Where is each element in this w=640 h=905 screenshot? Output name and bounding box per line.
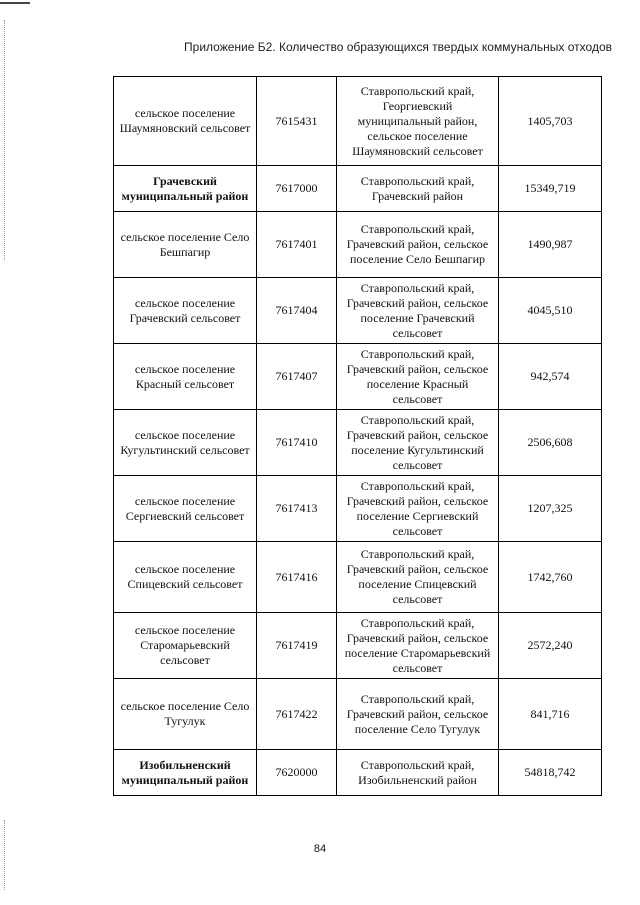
location-cell: Ставропольский край, Грачевский район, сельское поселение Сергиевский сельсовет	[337, 476, 499, 542]
value-cell: 1742,760	[499, 542, 602, 613]
location-cell: Ставропольский край, Грачевский район, сельское поселение Старомарьевский сельсовет	[337, 613, 499, 679]
code-cell: 7617419	[257, 613, 337, 679]
value-cell: 4045,510	[499, 278, 602, 344]
value-cell: 1405,703	[499, 77, 602, 166]
table-row	[114, 278, 602, 344]
value-cell: 1207,325	[499, 476, 602, 542]
location-cell: Ставропольский край, Грачевский район, сельское поселение Спицевский сельсовет	[337, 542, 499, 613]
scan-edge-mark	[0, 2, 30, 4]
code-cell: 7617401	[257, 212, 337, 278]
code-cell: 7617410	[257, 410, 337, 476]
name-cell: сельское поселение Грачевский сельсовет	[114, 278, 257, 344]
code-cell: 7620000	[257, 750, 337, 796]
name-cell: сельское поселение Старомарьевский сельсовет	[114, 613, 257, 679]
code-cell: 7617422	[257, 679, 337, 750]
margin-dotted-line	[4, 20, 5, 260]
name-cell: сельское поселение Красный сельсовет	[114, 344, 257, 410]
table-row	[114, 679, 602, 750]
table-row	[114, 613, 602, 679]
location-cell: Ставропольский край, Грачевский район	[337, 166, 499, 212]
table-row	[114, 166, 602, 212]
value-cell: 1490,987	[499, 212, 602, 278]
value-cell: 15349,719	[499, 166, 602, 212]
table-row	[114, 344, 602, 410]
table-body	[114, 77, 602, 796]
location-cell: Ставропольский край, Георгиевский муниципальный район, сельское поселение Шаумяновский сельсовет	[337, 77, 499, 166]
table-row	[114, 476, 602, 542]
value-cell: 2506,608	[499, 410, 602, 476]
location-cell: Ставропольский край, Грачевский район, сельское поселение Село Тугулук	[337, 679, 499, 750]
code-cell: 7617000	[257, 166, 337, 212]
running-header: Приложение Б2. Количество образующихся твердых коммунальных отходов	[184, 40, 612, 54]
value-cell: 841,716	[499, 679, 602, 750]
location-cell: Ставропольский край, Грачевский район, сельское поселение Красный сельсовет	[337, 344, 499, 410]
code-cell: 7617413	[257, 476, 337, 542]
table-row	[114, 542, 602, 613]
value-cell: 54818,742	[499, 750, 602, 796]
name-cell: сельское поселение Сергиевский сельсовет	[114, 476, 257, 542]
value-cell: 942,574	[499, 344, 602, 410]
location-cell: Ставропольский край, Изобильненский район	[337, 750, 499, 796]
name-cell: сельское поселение Село Бешпагир	[114, 212, 257, 278]
name-cell: Грачевский муниципальный район	[114, 166, 257, 212]
name-cell: сельское поселение Шаумяновский сельсовет	[114, 77, 257, 166]
name-cell: сельское поселение Кугультинский сельсовет	[114, 410, 257, 476]
code-cell: 7617404	[257, 278, 337, 344]
waste-table	[113, 76, 602, 796]
code-cell: 7617416	[257, 542, 337, 613]
location-cell: Ставропольский край, Грачевский район, сельское поселение Село Бешпагир	[337, 212, 499, 278]
location-cell: Ставропольский край, Грачевский район, сельское поселение Грачевский сельсовет	[337, 278, 499, 344]
name-cell: сельское поселение Спицевский сельсовет	[114, 542, 257, 613]
page-number: 84	[313, 843, 327, 855]
location-cell: Ставропольский край, Грачевский район, сельское поселение Кугультинский сельсовет	[337, 410, 499, 476]
table-row	[114, 77, 602, 166]
code-cell: 7617407	[257, 344, 337, 410]
name-cell: сельское поселение Село Тугулук	[114, 679, 257, 750]
margin-dotted-line	[4, 820, 5, 890]
table-row	[114, 750, 602, 796]
value-cell: 2572,240	[499, 613, 602, 679]
code-cell: 7615431	[257, 77, 337, 166]
name-cell: Изобильненский муниципальный район	[114, 750, 257, 796]
table-row	[114, 212, 602, 278]
table-row	[114, 410, 602, 476]
